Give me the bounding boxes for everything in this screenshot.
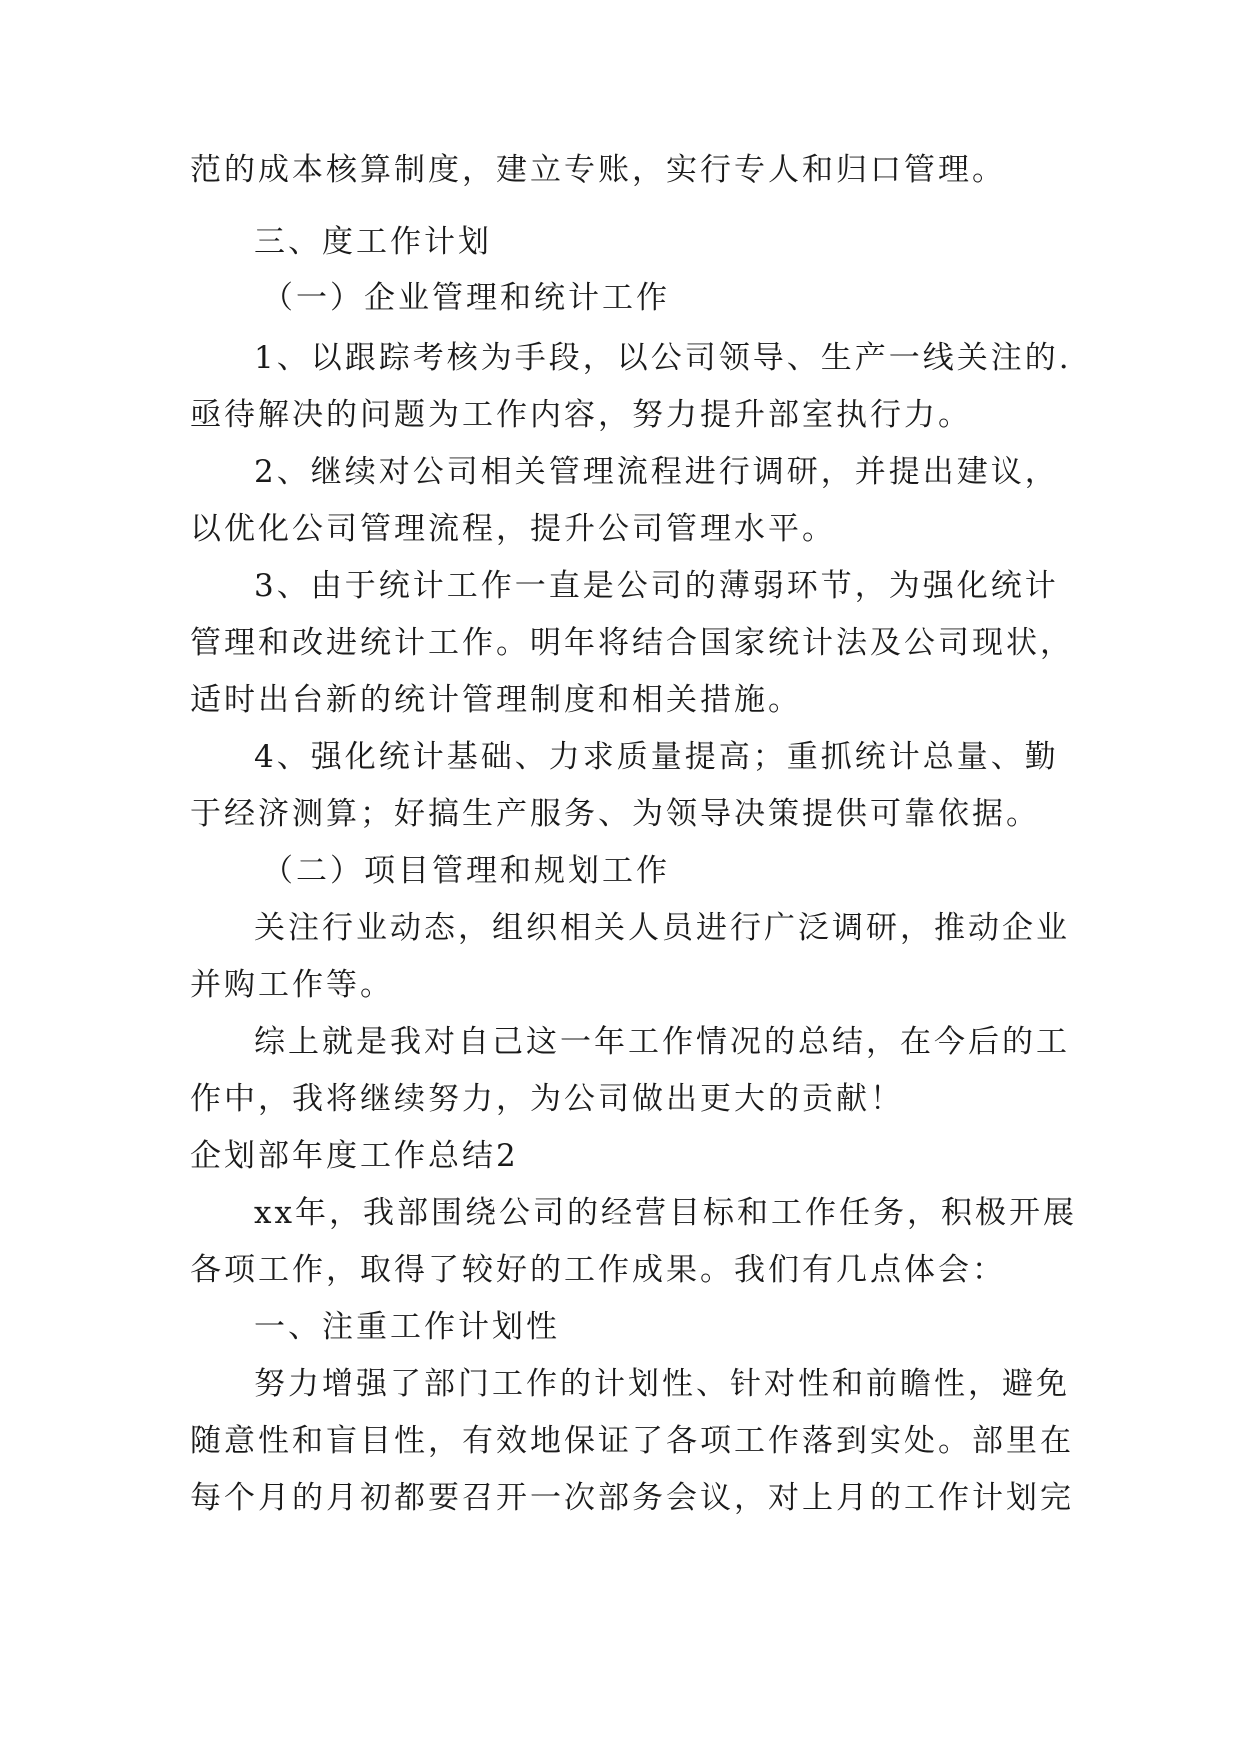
text-line: 亟待解决的问题为工作内容，努力提升部室执行力。 <box>190 397 972 433</box>
text-line: 1、以跟踪考核为手段，以公司领导、生产一线关注的. <box>254 340 1072 376</box>
text-line: 每个月的月初都要召开一次部务会议，对上月的工作计划完 <box>190 1480 1074 1516</box>
document-title: 企划部年度工作总结2 <box>190 1138 519 1174</box>
text-line: 管理和改进统计工作。明年将结合国家统计法及公司现状， <box>190 625 1074 661</box>
text-line: 适时出台新的统计管理制度和相关措施。 <box>190 682 802 718</box>
text-line: 2、继续对公司相关管理流程进行调研，并提出建议， <box>254 454 1059 490</box>
text-line: 并购工作等。 <box>190 967 394 1003</box>
text-line: xx年，我部围绕公司的经营目标和工作任务，积极开展 <box>254 1195 1077 1231</box>
text-line: 关注行业动态，组织相关人员进行广泛调研，推动企业 <box>254 910 1070 946</box>
text-line: 综上就是我对自己这一年工作情况的总结，在今后的工 <box>254 1024 1070 1060</box>
subsection-heading: （二）项目管理和规划工作 <box>262 853 670 889</box>
text-line: 努力增强了部门工作的计划性、针对性和前瞻性，避免 <box>254 1366 1070 1402</box>
text-line: 各项工作，取得了较好的工作成果。我们有几点体会： <box>190 1252 1006 1288</box>
text-line: 4、强化统计基础、力求质量提高；重抓统计总量、勤 <box>254 739 1059 775</box>
text-line: 以优化公司管理流程，提升公司管理水平。 <box>190 511 836 547</box>
section-heading: 一、注重工作计划性 <box>254 1309 560 1345</box>
text-line: 3、由于统计工作一直是公司的薄弱环节，为强化统计 <box>254 568 1059 604</box>
text-line: 范的成本核算制度，建立专账，实行专人和归口管理。 <box>190 152 1006 188</box>
section-heading: 三、度工作计划 <box>254 224 492 260</box>
subsection-heading: （一）企业管理和统计工作 <box>262 280 670 316</box>
text-line: 随意性和盲目性，有效地保证了各项工作落到实处。部里在 <box>190 1423 1074 1459</box>
text-line: 作中，我将继续努力，为公司做出更大的贡献！ <box>190 1081 904 1117</box>
text-line: 于经济测算；好搞生产服务、为领导决策提供可靠依据。 <box>190 796 1040 832</box>
